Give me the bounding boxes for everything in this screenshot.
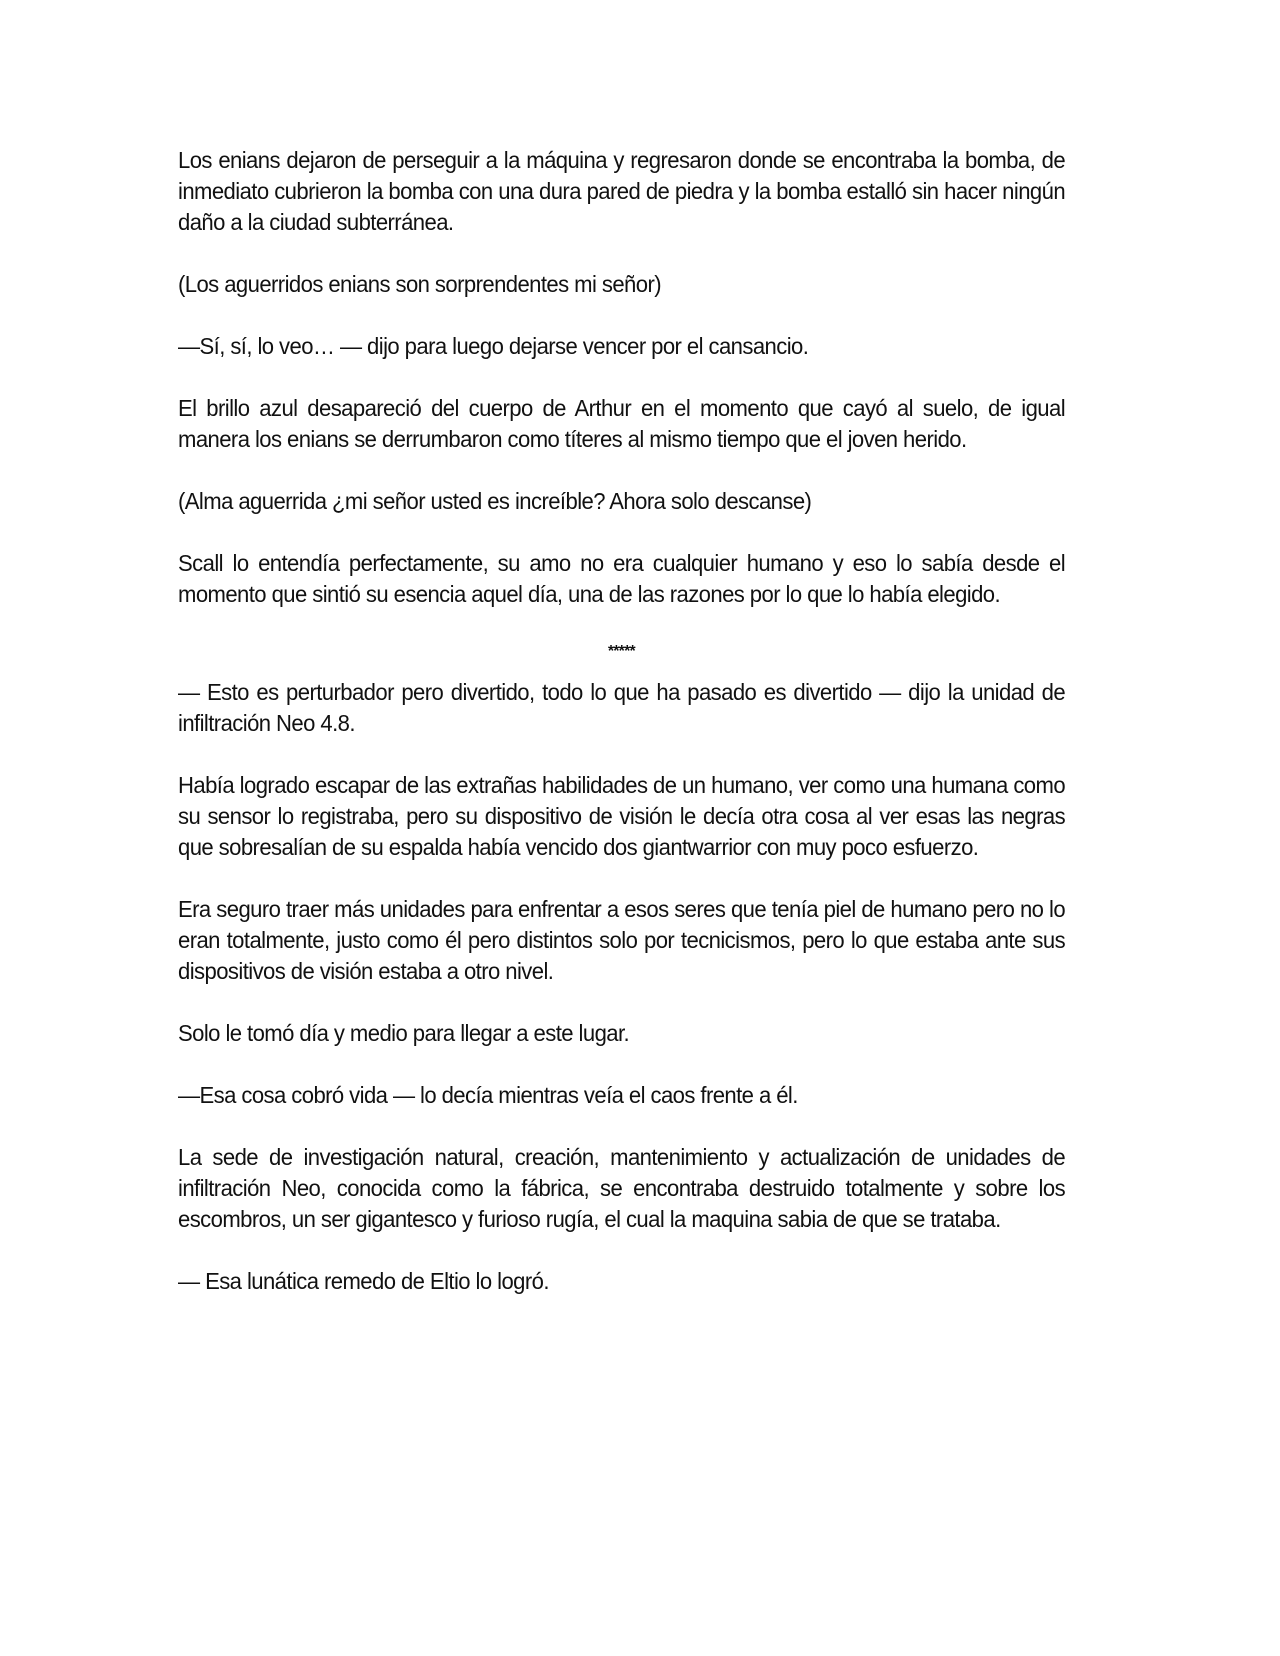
paragraph: —Sí, sí, lo veo… — dijo para luego dejarse vencer por el cansancio. xyxy=(178,333,809,359)
paragraph: (Los aguerridos enians son sorprendentes mi señor) xyxy=(178,271,661,297)
text-block-top xyxy=(178,145,1065,641)
paragraph: Los enians dejaron de perseguir a la máquina y regresaron donde se encontraba la bomba, de inmediato cubrieron la bomba con una dura pared de piedra y la bomba estalló sin hacer ningún daño a la ciudad subterránea. xyxy=(178,147,1066,235)
section-separator-block xyxy=(178,643,1065,673)
paragraph: —Esa cosa cobró vida — lo decía mientras veía el caos frente a él. xyxy=(178,1082,798,1108)
text-block-bottom xyxy=(178,677,1065,1328)
paragraph: Scall lo entendía perfectamente, su amo no era cualquier humano y eso lo sabía desde el momento que sintió su esencia aquel día, una de las razones por lo que lo había elegido. xyxy=(178,550,1066,607)
paragraph: El brillo azul desapareció del cuerpo de Arthur en el momento que cayó al suelo, de igual manera los enians se derrumbaron como títeres al mismo tiempo que el joven herido. xyxy=(178,395,1066,452)
paragraph: (Alma aguerrida ¿mi señor usted es increíble? Ahora solo descanse) xyxy=(178,488,812,514)
paragraph: Había logrado escapar de las extrañas habilidades de un humano, ver como una humana como su sensor lo registraba, pero su dispositivo de visión le decía otra cosa al ver esas las negras que sobresalían de su espalda había vencido dos giantwarrior con muy poco esfuerzo. xyxy=(178,772,1066,860)
section-separator: ***** xyxy=(608,643,636,660)
paragraph: Solo le tomó día y medio para llegar a este lugar. xyxy=(178,1020,630,1046)
paragraph: — Esto es perturbador pero divertido, todo lo que ha pasado es divertido — dijo la unidad de infiltración Neo 4.8. xyxy=(178,679,1066,736)
paragraph: La sede de investigación natural, creación, mantenimiento y actualización de unidades de infiltración Neo, conocida como la fábrica, se encontraba destruido totalmente y sobre los escombros, un ser gigantesco y furioso rugía, el cual la maquina sabia de que se trataba. xyxy=(178,1144,1066,1232)
paragraph: Era seguro traer más unidades para enfrentar a esos seres que tenía piel de humano pero no lo eran totalmente, justo como él pero distintos solo por tecnicismos, pero lo que estaba ante sus dispositivos de visión estaba a otro nivel. xyxy=(178,896,1066,984)
paragraph: — Esa lunática remedo de Eltio lo logró. xyxy=(178,1268,549,1294)
